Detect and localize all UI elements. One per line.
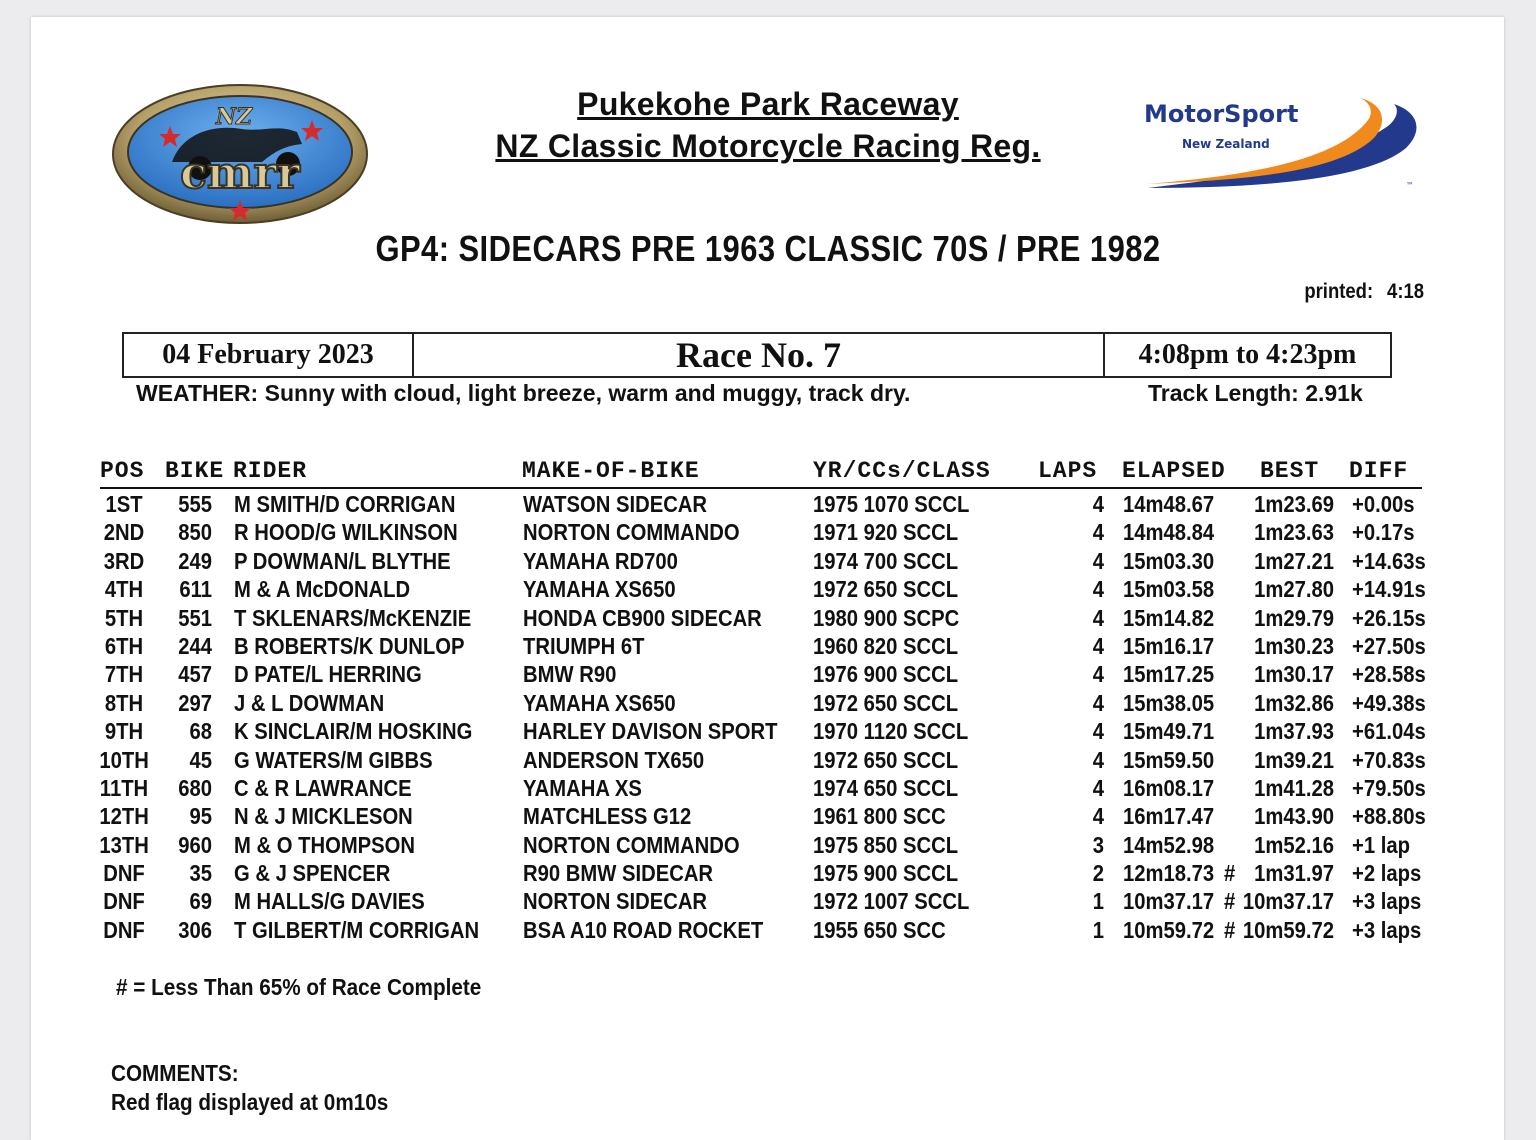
cell-rider: M & A McDONALD	[234, 576, 411, 603]
table-row	[0, 774, 1536, 802]
cell-make: YAMAHA XS	[523, 774, 642, 801]
cell-laps: 4	[1092, 632, 1104, 659]
table-row	[0, 547, 1536, 575]
table-row	[0, 887, 1536, 915]
cell-laps: 1	[1092, 916, 1104, 943]
cell-rider: N & J MICKLESON	[234, 803, 413, 830]
cell-elapsed: 16m08.17	[1123, 774, 1215, 801]
cell-diff: +28.58s	[1352, 661, 1426, 688]
cell-cls: 1975 900 SCCL	[813, 860, 959, 887]
cell-bike: 680	[178, 774, 212, 801]
cell-pos: 8TH	[104, 689, 144, 716]
cell-bike: 297	[178, 689, 212, 716]
cell-diff: +2 laps	[1352, 860, 1422, 887]
cell-laps: 4	[1092, 689, 1104, 716]
cell-elapsed: 15m16.17	[1123, 632, 1215, 659]
cell-elapsed: 10m37.17	[1123, 888, 1215, 915]
cell-diff: +88.80s	[1352, 803, 1426, 830]
organiser-title: NZ Classic Motorcycle Racing Reg.	[495, 128, 1041, 164]
cell-laps: 4	[1092, 491, 1104, 517]
cell-elapsed: 15m17.25	[1123, 661, 1215, 688]
cell-laps: 4	[1092, 547, 1104, 574]
cell-diff: +1 lap	[1352, 831, 1410, 858]
cell-cls: 1972 1007 SCCL	[813, 888, 970, 915]
cell-flag: #	[1224, 860, 1236, 887]
table-row	[0, 490, 1536, 518]
cell-laps: 4	[1092, 746, 1104, 773]
cell-elapsed: 10m59.72	[1123, 916, 1215, 943]
cell-best: 1m41.28	[1254, 774, 1334, 801]
cell-diff: +61.04s	[1352, 718, 1426, 745]
cell-cls: 1974 650 SCCL	[813, 774, 959, 801]
col-header-bike: BIKE	[165, 458, 225, 484]
cell-make: YAMAHA XS650	[523, 576, 676, 603]
cell-bike: 850	[178, 519, 212, 546]
cell-best: 1m32.86	[1254, 689, 1334, 716]
race-date: 04 February 2023	[124, 334, 414, 376]
cell-laps: 4	[1092, 774, 1104, 801]
comment-text: Red flag displayed at 0m10s	[111, 1089, 389, 1115]
table-row	[0, 632, 1536, 660]
cell-make: YAMAHA RD700	[523, 547, 678, 574]
cell-cls: 1975 1070 SCCL	[813, 491, 970, 517]
cell-elapsed: 16m17.47	[1123, 803, 1215, 830]
cell-cls: 1972 650 SCCL	[813, 746, 959, 773]
cell-laps: 1	[1092, 888, 1104, 915]
cell-pos: DNF	[103, 888, 145, 915]
weather-line: WEATHER: Sunny with cloud, light breeze, warm and muggy, track dry.	[136, 380, 911, 406]
cell-cls: 1975 850 SCCL	[813, 831, 959, 858]
table-row	[0, 916, 1536, 944]
cell-pos: 12TH	[99, 803, 149, 830]
cell-pos: 10TH	[99, 746, 149, 773]
cell-make: HONDA CB900 SIDECAR	[523, 604, 762, 631]
printed-label: printed:	[1304, 280, 1374, 303]
cell-best: 1m27.21	[1254, 547, 1334, 574]
cell-bike: 45	[189, 746, 212, 773]
cell-rider: M & O THOMPSON	[234, 831, 416, 858]
cell-bike: 244	[178, 632, 212, 659]
cell-diff: +3 laps	[1352, 888, 1422, 915]
results-table	[0, 490, 1536, 944]
cell-pos: 6TH	[104, 632, 144, 659]
col-header-pos: POS	[100, 458, 145, 484]
cell-laps: 3	[1092, 831, 1104, 858]
cell-pos: 4TH	[104, 576, 144, 603]
cell-diff: +26.15s	[1352, 604, 1426, 631]
cell-make: ANDERSON TX650	[523, 746, 705, 773]
cell-elapsed: 15m38.05	[1123, 689, 1215, 716]
table-row	[0, 518, 1536, 546]
cell-bike: 306	[178, 916, 212, 943]
col-header-class: YR/CCs/CLASS	[813, 458, 991, 484]
race-class-title: GP4: SIDECARS PRE 1963 CLASSIC 70S / PRE 1982	[375, 228, 1161, 269]
table-row	[0, 604, 1536, 632]
cell-bike: 960	[178, 831, 212, 858]
cell-make: WATSON SIDECAR	[523, 491, 708, 517]
cell-elapsed: 14m48.67	[1123, 491, 1215, 517]
cell-rider: M HALLS/G DAVIES	[234, 888, 425, 915]
col-header-diff: DIFF	[1349, 458, 1409, 484]
cell-rider: P DOWMAN/L BLYTHE	[234, 547, 451, 574]
cell-rider: C & R LAWRANCE	[234, 774, 412, 801]
cell-bike: 68	[189, 718, 212, 745]
cell-pos: 3RD	[103, 547, 145, 574]
cell-laps: 4	[1092, 604, 1104, 631]
cell-make: BSA A10 ROAD ROCKET	[523, 916, 764, 943]
cell-rider: M SMITH/D CORRIGAN	[234, 491, 456, 517]
cell-best: 1m52.16	[1254, 831, 1334, 858]
cell-rider: G WATERS/M GIBBS	[234, 746, 433, 773]
cell-cls: 1972 650 SCCL	[813, 576, 959, 603]
cell-bike: 95	[189, 803, 212, 830]
col-header-laps: LAPS	[1038, 458, 1098, 484]
cell-best: 10m59.72	[1242, 916, 1334, 943]
motorsport-sub: New Zealand	[1182, 137, 1270, 151]
cell-best: 1m30.23	[1254, 632, 1334, 659]
cell-best: 1m23.69	[1254, 491, 1334, 517]
cell-cls: 1971 920 SCCL	[813, 519, 959, 546]
cell-cls: 1970 1120 SCCL	[813, 718, 969, 745]
cell-diff: +3 laps	[1352, 916, 1422, 943]
cell-flag: #	[1224, 888, 1236, 915]
cell-rider: R HOOD/G WILKINSON	[234, 519, 458, 546]
table-row	[0, 802, 1536, 830]
comments-label: COMMENTS:	[111, 1060, 239, 1086]
cell-make: BMW R90	[523, 661, 617, 688]
cell-laps: 4	[1092, 661, 1104, 688]
cell-diff: +49.38s	[1352, 689, 1426, 716]
cell-rider: D PATE/L HERRING	[234, 661, 422, 688]
cell-pos: 2ND	[103, 519, 145, 546]
printed-stamp	[1304, 280, 1424, 304]
col-header-best: BEST	[1260, 458, 1320, 484]
cell-bike: 35	[189, 860, 212, 887]
cell-laps: 4	[1092, 803, 1104, 830]
cell-best: 1m30.17	[1254, 661, 1334, 688]
cell-pos: DNF	[103, 860, 145, 887]
cell-elapsed: 14m52.98	[1123, 831, 1215, 858]
printed-time: 4:18	[1387, 280, 1424, 303]
cell-pos: 9TH	[104, 718, 144, 745]
cell-cls: 1955 650 SCC	[813, 916, 946, 943]
race-info-box	[122, 332, 1392, 378]
cell-make: NORTON SIDECAR	[523, 888, 708, 915]
cmrr-text: cmrr	[180, 148, 300, 199]
cell-make: NORTON COMMANDO	[523, 831, 740, 858]
cell-rider: G & J SPENCER	[234, 860, 391, 887]
col-header-elapsed: ELAPSED	[1122, 458, 1226, 484]
cell-cls: 1974 700 SCCL	[813, 547, 959, 574]
col-header-make: MAKE-OF-BIKE	[522, 458, 700, 484]
cell-diff: +79.50s	[1352, 774, 1426, 801]
cell-bike: 611	[179, 576, 212, 603]
cell-elapsed: 15m14.82	[1123, 604, 1215, 631]
venue-title: Pukekohe Park Raceway	[577, 86, 959, 122]
cell-elapsed: 15m59.50	[1123, 746, 1215, 773]
cell-pos: DNF	[103, 916, 145, 943]
cell-pos: 1ST	[105, 491, 143, 517]
cell-elapsed: 15m03.58	[1123, 576, 1215, 603]
cell-diff: +27.50s	[1352, 632, 1426, 659]
cell-elapsed: 12m18.73	[1123, 860, 1215, 887]
cell-bike: 551	[178, 604, 212, 631]
cell-make: YAMAHA XS650	[523, 689, 676, 716]
col-header-rider: RIDER	[233, 458, 308, 484]
table-row	[0, 746, 1536, 774]
table-row	[0, 717, 1536, 745]
cell-cls: 1960 820 SCCL	[813, 632, 959, 659]
cell-pos: 7TH	[104, 661, 144, 688]
cell-best: 10m37.17	[1242, 888, 1334, 915]
cell-diff: +0.17s	[1352, 519, 1415, 546]
table-row	[0, 689, 1536, 717]
cell-bike: 555	[178, 491, 212, 517]
track-length: Track Length: 2.91k	[1148, 380, 1363, 406]
cell-make: HARLEY DAVISON SPORT	[523, 718, 778, 745]
race-number: Race No. 7	[414, 334, 1105, 376]
cell-best: 1m29.79	[1254, 604, 1334, 631]
race-time-range: 4:08pm to 4:23pm	[1138, 339, 1357, 370]
cell-bike: 249	[178, 547, 212, 574]
cell-bike: 457	[178, 661, 212, 688]
table-row	[0, 575, 1536, 603]
table-row	[0, 660, 1536, 688]
cell-cls: 1976 900 SCCL	[813, 661, 959, 688]
cell-cls: 1980 900 SCPC	[813, 604, 960, 631]
footnote: # = Less Than 65% of Race Complete	[116, 974, 482, 1000]
cell-rider: T SKLENARS/McKENZIE	[234, 604, 472, 631]
table-row	[0, 859, 1536, 887]
cmrr-nz-text: NZ	[215, 104, 253, 130]
cell-elapsed: 14m48.84	[1123, 519, 1215, 546]
cell-diff: +70.83s	[1352, 746, 1426, 773]
cell-best: 1m43.90	[1254, 803, 1334, 830]
cell-pos: 11TH	[99, 774, 149, 801]
cell-pos: 5TH	[104, 604, 144, 631]
cell-diff: +14.91s	[1352, 576, 1426, 603]
header-rule	[100, 487, 1422, 489]
cell-flag: #	[1224, 916, 1236, 943]
cell-best: 1m27.80	[1254, 576, 1334, 603]
cell-elapsed: 15m49.71	[1123, 718, 1215, 745]
cell-laps: 2	[1092, 860, 1104, 887]
cell-rider: J & L DOWMAN	[234, 689, 385, 716]
motorsport-tm: ™	[1406, 181, 1414, 190]
cell-laps: 4	[1092, 718, 1104, 745]
cell-best: 1m31.97	[1254, 860, 1334, 887]
motorsport-brand: MotorSport	[1144, 100, 1299, 128]
cell-make: R90 BMW SIDECAR	[523, 860, 714, 887]
cell-best: 1m39.21	[1254, 746, 1334, 773]
cell-best: 1m37.93	[1254, 718, 1334, 745]
cell-rider: K SINCLAIR/M HOSKING	[234, 718, 473, 745]
table-row	[0, 831, 1536, 859]
cell-best: 1m23.63	[1254, 519, 1334, 546]
cell-make: MATCHLESS G12	[523, 803, 692, 830]
cell-cls: 1961 800 SCC	[813, 803, 946, 830]
cell-bike: 69	[189, 888, 212, 915]
cell-diff: +0.00s	[1352, 491, 1415, 517]
cell-pos: 13TH	[99, 831, 149, 858]
cell-make: TRIUMPH 6T	[523, 632, 645, 659]
cell-make: NORTON COMMANDO	[523, 519, 740, 546]
cell-diff: +14.63s	[1352, 547, 1426, 574]
cell-cls: 1972 650 SCCL	[813, 689, 959, 716]
cell-rider: B ROBERTS/K DUNLOP	[234, 632, 465, 659]
cell-rider: T GILBERT/M CORRIGAN	[234, 916, 480, 943]
cell-laps: 4	[1092, 519, 1104, 546]
cell-elapsed: 15m03.30	[1123, 547, 1215, 574]
cell-laps: 4	[1092, 576, 1104, 603]
